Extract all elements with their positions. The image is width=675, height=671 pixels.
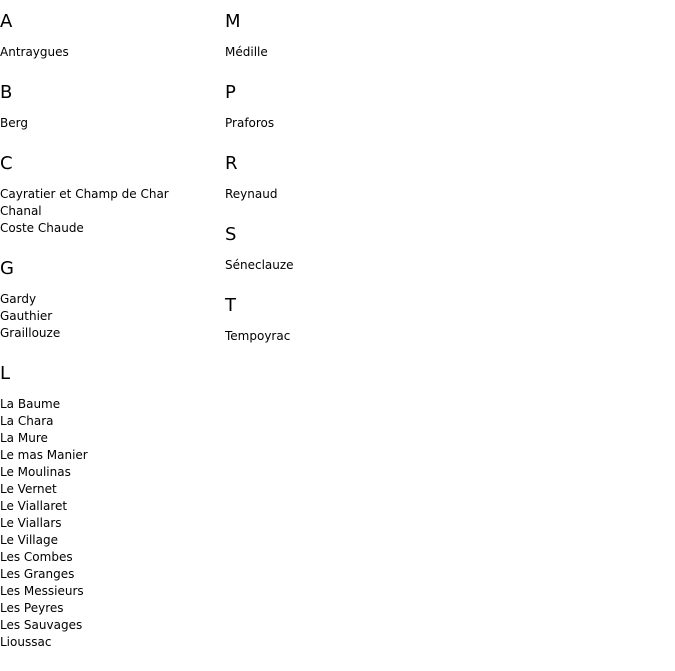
place-link[interactable]: Reynaud xyxy=(225,187,278,201)
letter-group-p xyxy=(225,81,450,132)
list-item xyxy=(0,464,225,481)
letter-heading: G xyxy=(0,258,14,279)
letter-group-a xyxy=(0,10,225,61)
list-item xyxy=(0,396,225,413)
entry-list xyxy=(225,186,450,203)
place-link[interactable]: La Mure xyxy=(0,431,48,445)
place-link[interactable]: Le Viallars xyxy=(0,516,62,530)
letter-heading: M xyxy=(225,11,241,32)
list-item xyxy=(0,566,225,583)
entry-list xyxy=(225,44,450,61)
place-link[interactable]: Gardy xyxy=(0,292,37,306)
letter-group-b xyxy=(0,81,225,132)
place-link[interactable]: Le Village xyxy=(0,533,58,547)
list-item xyxy=(0,115,225,132)
place-link[interactable]: Les Combes xyxy=(0,550,73,564)
list-item xyxy=(225,257,450,274)
place-link[interactable]: Les Peyres xyxy=(0,601,64,615)
entry-list xyxy=(0,186,225,237)
list-item xyxy=(0,600,225,617)
list-item xyxy=(0,634,225,651)
list-item xyxy=(0,44,225,61)
list-item xyxy=(225,328,450,345)
letter-heading: L xyxy=(0,363,11,384)
list-item xyxy=(225,44,450,61)
entry-list xyxy=(0,291,225,342)
list-item xyxy=(0,447,225,464)
place-link[interactable]: Praforos xyxy=(225,116,275,130)
letter-group-r xyxy=(225,152,450,203)
place-link[interactable]: Graillouze xyxy=(0,326,61,340)
letter-heading: C xyxy=(0,153,13,174)
place-link[interactable]: Le Vernet xyxy=(0,482,57,496)
index-column-right xyxy=(225,10,450,365)
place-link[interactable]: Les Granges xyxy=(0,567,75,581)
entry-list xyxy=(225,257,450,274)
place-link[interactable]: La Baume xyxy=(0,397,61,411)
list-item xyxy=(0,583,225,600)
list-item xyxy=(0,532,225,549)
list-item xyxy=(0,498,225,515)
letter-group-t xyxy=(225,294,450,345)
place-link[interactable]: Lioussac xyxy=(0,635,52,649)
list-item xyxy=(0,617,225,634)
place-link[interactable]: Chanal xyxy=(0,204,42,218)
entry-list xyxy=(225,328,450,345)
list-item xyxy=(0,430,225,447)
place-link[interactable]: La Chara xyxy=(0,414,54,428)
place-link[interactable]: Séneclauze xyxy=(225,258,294,272)
list-item xyxy=(0,186,225,203)
list-item xyxy=(0,413,225,430)
entry-list xyxy=(0,44,225,61)
place-link[interactable]: Le Viallaret xyxy=(0,499,68,513)
letter-heading: S xyxy=(225,224,237,245)
place-link[interactable]: Médille xyxy=(225,45,268,59)
list-item xyxy=(0,308,225,325)
place-link[interactable]: Coste Chaude xyxy=(0,221,84,235)
list-item xyxy=(0,325,225,342)
list-item xyxy=(0,203,225,220)
list-item xyxy=(0,220,225,237)
letter-group-g xyxy=(0,257,225,342)
place-link[interactable]: Gauthier xyxy=(0,309,53,323)
entry-list xyxy=(0,115,225,132)
entry-list xyxy=(225,115,450,132)
place-link[interactable]: Berg xyxy=(0,116,28,130)
letter-group-m xyxy=(225,10,450,61)
letter-group-c xyxy=(0,152,225,237)
place-link[interactable]: Les Sauvages xyxy=(0,618,83,632)
index-column-left xyxy=(0,10,225,671)
place-link[interactable]: Antraygues xyxy=(0,45,69,59)
list-item xyxy=(225,186,450,203)
letter-heading: R xyxy=(225,153,238,174)
list-item xyxy=(0,291,225,308)
letter-group-s xyxy=(225,223,450,274)
list-item xyxy=(0,515,225,532)
place-link[interactable]: Le mas Manier xyxy=(0,448,88,462)
place-link[interactable]: Les Messieurs xyxy=(0,584,84,598)
letter-heading: A xyxy=(0,11,13,32)
place-link[interactable]: Tempoyrac xyxy=(225,329,291,343)
list-item xyxy=(225,115,450,132)
letter-group-l xyxy=(0,362,225,651)
letter-heading: B xyxy=(0,82,13,103)
place-link[interactable]: Le Moulinas xyxy=(0,465,71,479)
letter-heading: T xyxy=(225,295,236,316)
entry-list xyxy=(0,396,225,651)
list-item xyxy=(0,481,225,498)
place-link[interactable]: Cayratier et Champ de Char xyxy=(0,187,169,201)
letter-heading: P xyxy=(225,82,236,103)
list-item xyxy=(0,549,225,566)
